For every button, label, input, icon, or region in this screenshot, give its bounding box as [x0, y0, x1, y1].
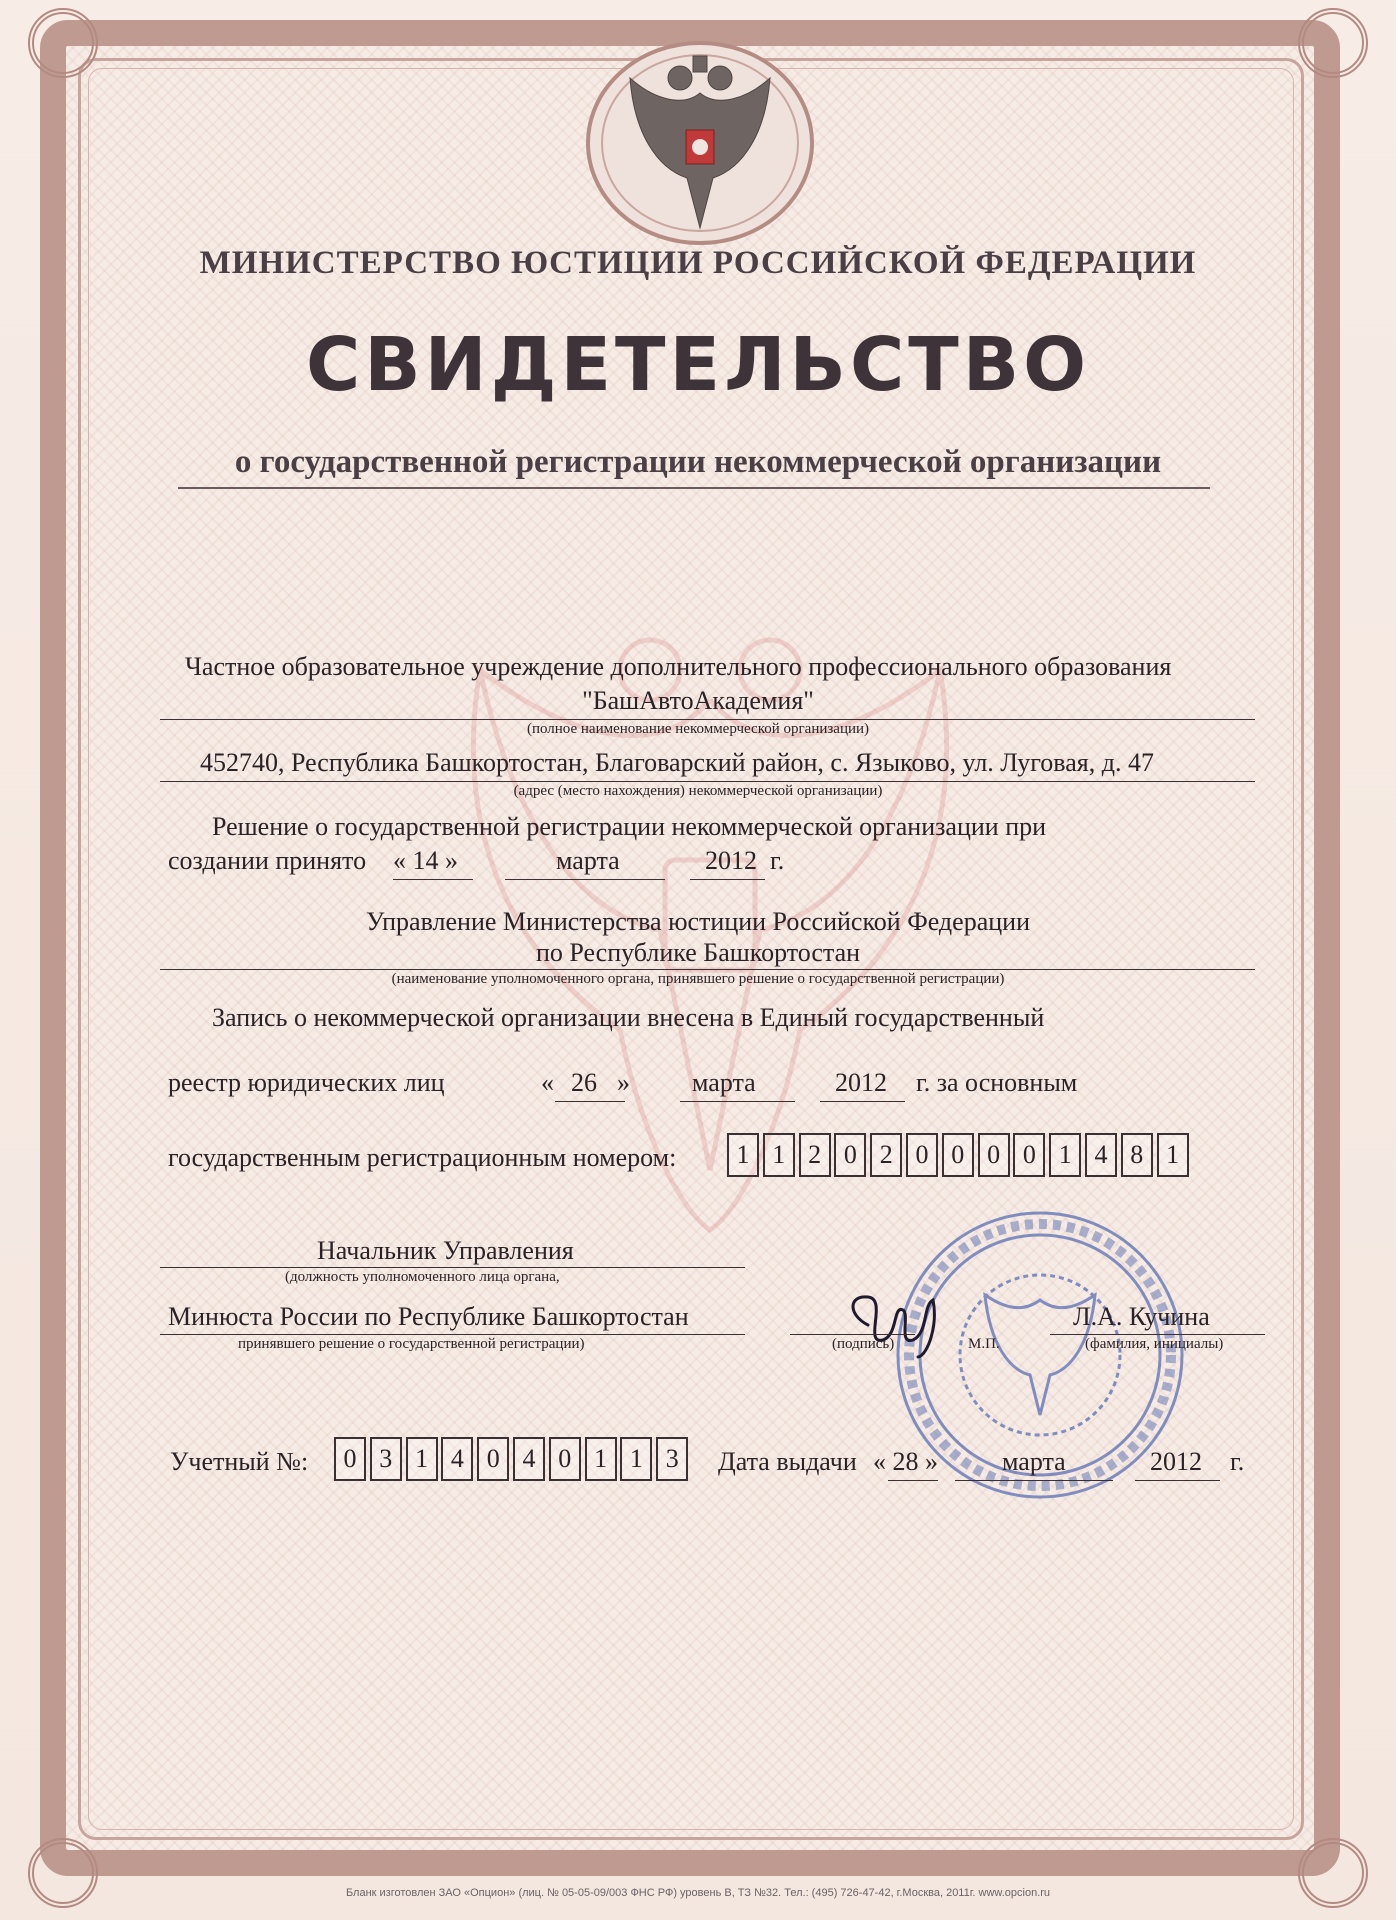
- signatory-position-caption2: принявшего решение о государственной регистрации): [238, 1336, 585, 1352]
- signature-caption: (подпись): [832, 1336, 895, 1352]
- account-number-digit-box: 4: [513, 1437, 545, 1481]
- registration-number-label: государственным регистрационным номером:: [168, 1143, 677, 1172]
- signatory-position-line1: Начальник Управления: [317, 1236, 574, 1265]
- account-number-digit-box: 3: [370, 1437, 402, 1481]
- org-name-underline: [160, 719, 1255, 720]
- issue-day: « 28 »: [873, 1447, 938, 1476]
- authority-caption: (наименование уполномоченного органа, принявшего решение о государственной регистрации): [391, 971, 1005, 987]
- issue-year: 2012: [1150, 1447, 1202, 1476]
- registry-day-open: «: [541, 1068, 554, 1097]
- authority-underline: [160, 969, 1255, 970]
- registry-month: марта: [692, 1068, 756, 1097]
- corner-ornament: [28, 8, 98, 78]
- account-number-label: Учетный №:: [170, 1447, 309, 1476]
- signatory-position-underline1: [160, 1267, 745, 1268]
- signatory-position-underline2: [160, 1334, 745, 1335]
- stamp-caption: М.П.: [968, 1336, 1000, 1352]
- subtitle-rule: [178, 487, 1210, 489]
- decision-year-underline: [690, 879, 765, 880]
- registration-number-digit-box: 1: [763, 1133, 795, 1177]
- coat-of-arms-emblem: [582, 38, 818, 248]
- registration-number-digit-box: 1: [727, 1133, 759, 1177]
- registration-number-digit-box: 1: [1157, 1133, 1189, 1177]
- certificate-subtitle: о государственной регистрации некоммерческой организации: [234, 444, 1162, 480]
- registry-prefix: реестр юридических лиц: [168, 1068, 445, 1097]
- registry-month-underline: [680, 1101, 795, 1102]
- account-number-boxes: [334, 1437, 692, 1481]
- registry-year-underline: [820, 1101, 905, 1102]
- org-name-line2: "БашАвтоАкадемия": [582, 686, 814, 715]
- org-address-underline: [160, 781, 1255, 782]
- decision-month: марта: [556, 846, 620, 875]
- decision-year-suffix: г.: [770, 846, 785, 875]
- signatory-name: Л.А. Кучина: [1073, 1302, 1210, 1331]
- issue-day-underline: [888, 1480, 938, 1481]
- registration-number-digit-box: 0: [1013, 1133, 1045, 1177]
- registration-number-digit-box: 8: [1121, 1133, 1153, 1177]
- registration-number-digit-box: 0: [906, 1133, 938, 1177]
- decision-day: « 14 »: [393, 846, 458, 875]
- account-number-digit-box: 4: [441, 1437, 473, 1481]
- registry-year: 2012: [835, 1068, 887, 1097]
- account-number-digit-box: 0: [549, 1437, 581, 1481]
- registration-number-digit-box: 0: [942, 1133, 974, 1177]
- registry-year-suffix: г. за основным: [916, 1068, 1078, 1097]
- signatory-name-underline: [1050, 1334, 1265, 1335]
- signatory-position-caption1: (должность уполномоченного лица органа,: [285, 1269, 560, 1285]
- registry-day: 26: [571, 1068, 597, 1097]
- registration-number-digit-box: 2: [799, 1133, 831, 1177]
- org-address-caption: (адрес (место нахождения) некоммерческой организации): [513, 783, 883, 799]
- issue-date-label: Дата выдачи: [718, 1447, 857, 1476]
- account-number-digit-box: 1: [406, 1437, 438, 1481]
- certificate-title: СВИДЕТЕЛЬСТВО: [305, 322, 1091, 408]
- registration-number-digit-box: 2: [870, 1133, 902, 1177]
- issue-month: марта: [1002, 1447, 1066, 1476]
- org-address: 452740, Республика Башкортостан, Благоварский район, с. Языково, ул. Луговая, д. 47: [200, 748, 1154, 777]
- registry-line1: Запись о некоммерческой организации внесена в Единый государственный: [212, 1003, 1045, 1032]
- decision-day-underline: [393, 879, 473, 880]
- signatory-name-caption: (фамилия, инициалы): [1085, 1336, 1224, 1352]
- account-number-digit-box: 0: [477, 1437, 509, 1481]
- decision-prefix: создании принято: [168, 846, 367, 875]
- issue-year-underline: [1135, 1480, 1220, 1481]
- signatory-position-line2: Минюста России по Республике Башкортостан: [168, 1302, 689, 1331]
- authority-line2: по Республике Башкортостан: [535, 938, 861, 967]
- registry-day-close: »: [617, 1068, 630, 1097]
- registration-number-digit-box: 4: [1085, 1133, 1117, 1177]
- org-name-line1: Частное образовательное учреждение дополнительного профессионального образования: [185, 652, 1172, 681]
- registration-number-digit-box: 0: [834, 1133, 866, 1177]
- authority-line1: Управление Министерства юстиции Российской Федерации: [366, 907, 1030, 936]
- account-number-digit-box: 0: [334, 1437, 366, 1481]
- registration-number-digit-box: 1: [1049, 1133, 1081, 1177]
- account-number-digit-box: 3: [656, 1437, 688, 1481]
- issue-month-underline: [955, 1480, 1113, 1481]
- org-name-caption: (полное наименование некоммерческой организации): [526, 721, 870, 737]
- decision-month-underline: [505, 879, 665, 880]
- account-number-digit-box: 1: [620, 1437, 652, 1481]
- account-number-digit-box: 1: [585, 1437, 617, 1481]
- registration-number-digit-box: 0: [978, 1133, 1010, 1177]
- registration-number-boxes: [727, 1133, 1193, 1177]
- corner-ornament: [1298, 8, 1368, 78]
- signature-underline: [790, 1334, 915, 1335]
- issue-year-suffix: г.: [1230, 1447, 1245, 1476]
- decision-line1: Решение о государственной регистрации некоммерческой организации при: [212, 812, 1047, 841]
- registry-day-underline: [555, 1101, 625, 1102]
- ministry-title: МИНИСТЕРСТВО ЮСТИЦИИ РОССИЙСКОЙ ФЕДЕРАЦИИ: [199, 245, 1197, 281]
- printer-imprint: Бланк изготовлен ЗАО «Опцион» (лиц. № 05-05-09/003 ФНС РФ) уровень В, ТЗ №32. Тел.: (495) 726-47-42, г.Москва, 2011г. www.opcion.ru: [345, 1887, 1051, 1899]
- decision-year: 2012: [705, 846, 757, 875]
